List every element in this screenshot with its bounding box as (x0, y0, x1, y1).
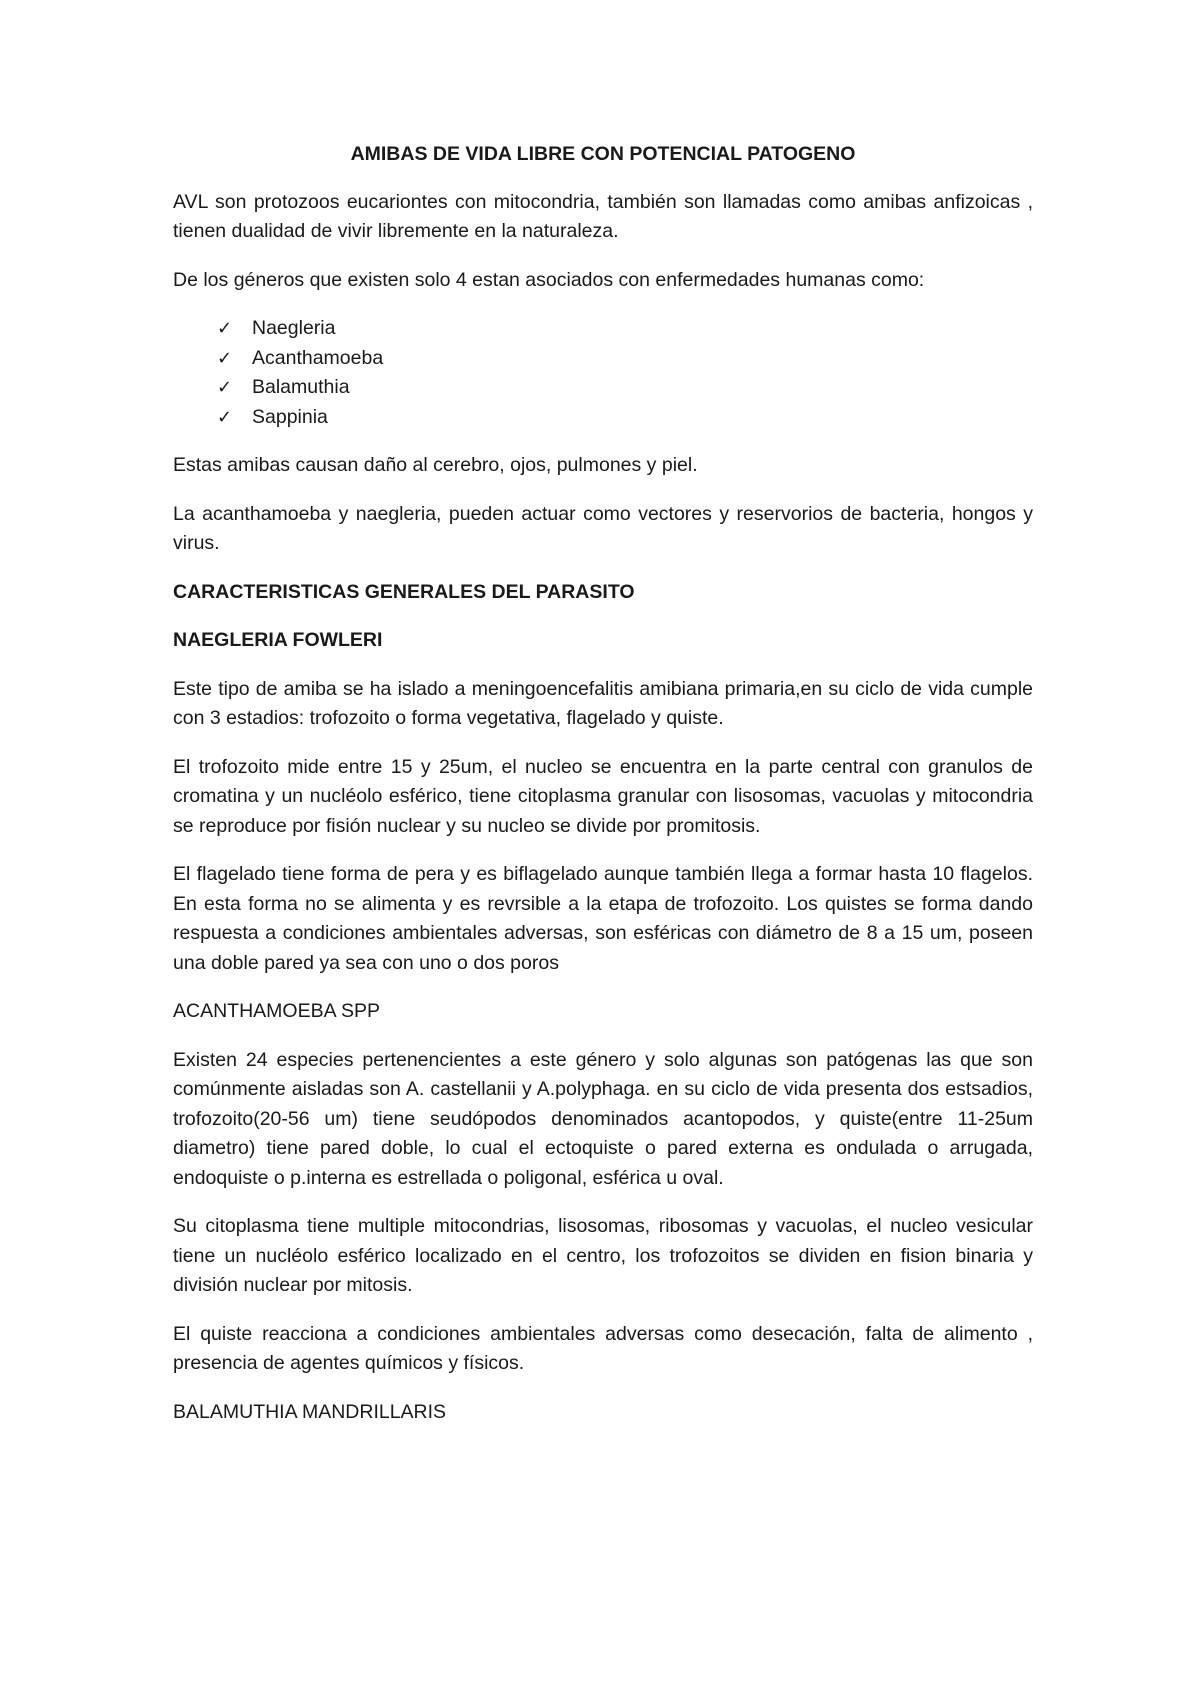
list-item-label: Balamuthia (252, 376, 350, 398)
acanthamoeba-paragraph-1: Existen 24 especies pertenencientes a este género y solo algunas son patógenas las que son comúnmente aisladas son A. castellanii y A.polyphaga. en su ciclo de vida presenta dos estsadios, trofozoito(20-56 um) tiene seudópodos denominados acantopodos, y quiste(entre 11-25um diametro) tiene pared doble, lo cual el ectoquiste o pared externa es ondulada o arrugada, endoquiste o p.interna es estrellada o poligonal, esférica u oval. (173, 1048, 1033, 1189)
damage-paragraph: Estas amibas causan daño al cerebro, ojos, pulmones y piel. (173, 454, 698, 476)
naegleria-paragraph-1: Este tipo de amiba se ha islado a meningoencefalitis amibiana primaria,en su ciclo de vida cumple con 3 estadios: trofozoito o forma vegetativa, flagelado y quiste. (173, 677, 1033, 729)
intro-paragraph: AVL son protozoos eucariontes con mitocondria, también son llamadas como amibas anfizoicas , tienen dualidad de vivir libremente en la naturaleza. (173, 190, 1033, 242)
checkmark-icon: ✓ (217, 377, 233, 397)
document-title: AMIBAS DE VIDA LIBRE CON POTENCIAL PATOGENO (350, 143, 856, 165)
list-item (217, 403, 1033, 433)
section-heading: CARACTERISTICAS GENERALES DEL PARASITO (173, 580, 635, 603)
list-item (217, 314, 1033, 344)
list-item (217, 373, 1033, 403)
list-item (217, 344, 1033, 374)
genera-list (173, 314, 1033, 432)
vectors-paragraph: La acanthamoeba y naegleria, pueden actuar como vectores y reservorios de bacteria, hongos y virus. (173, 502, 1033, 554)
list-item-label: Naegleria (252, 317, 336, 339)
checkmark-icon: ✓ (217, 406, 233, 427)
list-item-label: Acanthamoeba (252, 346, 384, 369)
checkmark-icon: ✓ (217, 347, 233, 368)
naegleria-paragraph-2: El trofozoito mide entre 15 y 25um, el nucleo se encuentra en la parte central con granulos de cromatina y un nucléolo esférico, tiene citoplasma granular con lisosomas, vacuolas y mitocondria se reproduce por fisión nuclear y su nucleo se divide por promitosis. (173, 755, 1033, 837)
acanthamoeba-paragraph-2: Su citoplasma tiene multiple mitocondrias, lisosomas, ribosomas y vacuolas, el nucleo vesicular tiene un nucléolo esférico localizado en el centro, los trofozoitos se dividen en fision binaria y división nuclear por mitosis. (173, 1215, 1033, 1296)
balamuthia-heading: BALAMUTHIA MANDRILLARIS (173, 1400, 447, 1423)
document-page (173, 140, 1033, 1446)
acanthamoeba-heading: ACANTHAMOEBA SPP (173, 1000, 380, 1022)
naegleria-paragraph-3: El flagelado tiene forma de pera y es biflagelado aunque también llega a formar hasta 10 flagelos. En esta forma no se alimenta y es revrsible a la etapa de trofozoito. Los quistes se forma dando respuesta a condiciones ambientales adversas, son esféricas con diámetro de 8 a 15 um, poseen una doble pared ya sea con uno o dos poros (173, 863, 1033, 974)
checkmark-icon: ✓ (217, 318, 233, 338)
acanthamoeba-paragraph-3: El quiste reacciona a condiciones ambientales adversas como desecación, falta de alimento , presencia de agentes químicos y físicos. (173, 1322, 1033, 1374)
genera-intro-paragraph: De los géneros que existen solo 4 estan asociados con enfermedades humanas como: (173, 268, 925, 291)
naegleria-heading: NAEGLERIA FOWLERI (173, 629, 383, 651)
list-item-label: Sappinia (252, 405, 328, 428)
